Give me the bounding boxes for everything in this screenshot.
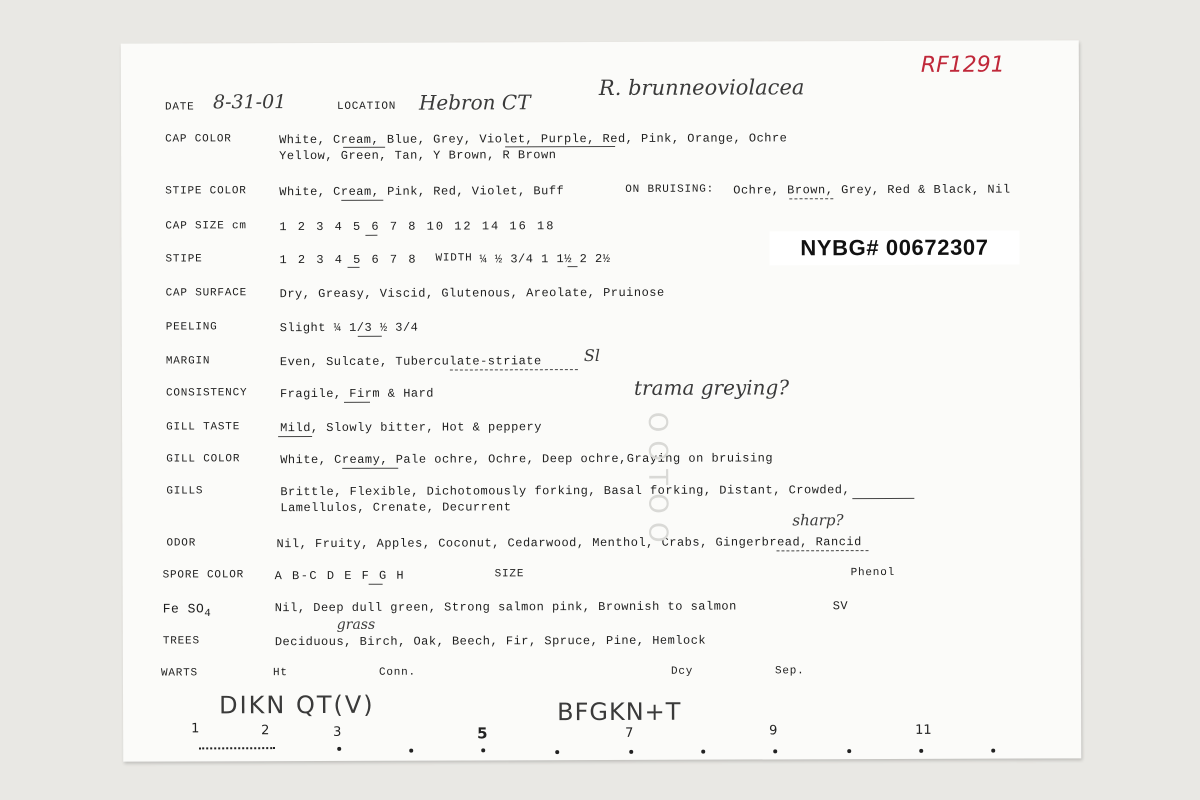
date-label: DATE bbox=[164, 101, 195, 114]
codes-left: DIKN QT(V) bbox=[219, 690, 375, 720]
trees-label: TREES bbox=[162, 635, 200, 648]
species-name: R. brunneoviolacea bbox=[598, 75, 805, 101]
underline-cap-6 bbox=[365, 235, 377, 236]
cap-size-label: CAP SIZE cm bbox=[165, 220, 247, 233]
gill-taste-label: GILL TASTE bbox=[166, 421, 241, 434]
warts-dcy: Dcy bbox=[670, 665, 694, 678]
scale-dot bbox=[847, 749, 851, 753]
underline-width-1 bbox=[568, 266, 578, 267]
scale-number-2: 2 bbox=[261, 723, 270, 739]
gills-values-2: Lamellulos, Crenate, Decurrent bbox=[280, 500, 512, 516]
stipe-color-values: White, Cream, Pink, Red, Violet, Buff bbox=[279, 184, 565, 200]
specimen-card bbox=[121, 40, 1082, 761]
scale-number-7: 7 bbox=[625, 725, 634, 741]
scale-dot bbox=[337, 747, 341, 751]
collection-number: RF1291 bbox=[920, 52, 1005, 78]
feso4-values: Nil, Deep dull green, Strong salmon pink, Brownish to salmon bbox=[274, 599, 737, 616]
grass-note: grass bbox=[336, 616, 376, 633]
underline-firm bbox=[344, 402, 370, 403]
width-values: ¼ ½ 3/4 1 1½ 2 2½ bbox=[479, 251, 611, 267]
stipe-color-label: STIPE COLOR bbox=[165, 185, 247, 198]
trama-note: trama greying? bbox=[633, 375, 790, 400]
location-value: Hebron CT bbox=[418, 90, 531, 115]
width-label: WIDTH bbox=[435, 252, 473, 265]
margin-values: Even, Sulcate, Tuberculate-striate bbox=[279, 354, 542, 370]
cap-color-values: White, Cream, Blue, Grey, Violet, Purple, Red, Pink, Orange, Ochre bbox=[279, 131, 788, 148]
warts-sep: Sep. bbox=[774, 665, 805, 678]
stipe-label: STIPE bbox=[165, 253, 203, 266]
peeling-values: Slight ¼ 1/3 ½ 3/4 bbox=[279, 320, 419, 336]
location-label: LOCATION bbox=[336, 100, 397, 113]
cap-color-values-2: Yellow, Green, Tan, Y Brown, R Brown bbox=[279, 148, 557, 164]
codes-right: BFGKN+T bbox=[557, 697, 682, 727]
show-through-marks: O O T O O bbox=[642, 411, 673, 543]
gills-values: Brittle, Flexible, Dichotomously forking, Basal forking, Distant, Crowded, bbox=[280, 483, 851, 500]
consistency-label: CONSISTENCY bbox=[165, 387, 248, 400]
scale-number-9: 9 bbox=[769, 723, 778, 739]
scale-dot bbox=[773, 749, 777, 753]
scale-dot bbox=[991, 749, 995, 753]
gill-color-label: GILL COLOR bbox=[166, 453, 241, 466]
margin-label: MARGIN bbox=[165, 355, 211, 368]
spore-color-label: SPORE COLOR bbox=[162, 569, 245, 582]
bruising-values: Ochre, Brown, Grey, Red & Black, Nil bbox=[733, 182, 1011, 198]
scale-number-3: 3 bbox=[333, 724, 342, 740]
underline-stipe-5 bbox=[348, 267, 360, 268]
consistency-values: Fragile, Firm & Hard bbox=[279, 386, 435, 402]
trees-values: Deciduous, Birch, Oak, Beech, Fir, Spruce, Pine, Hemlock bbox=[274, 633, 707, 650]
warts-ht: Ht bbox=[272, 667, 288, 680]
nybg-catalog-label: NYBG# 00672307 bbox=[769, 231, 1019, 266]
scale-number-5: 5 bbox=[477, 724, 488, 743]
scale-dot bbox=[701, 750, 705, 754]
scale-dot bbox=[919, 749, 923, 753]
underline-creamy bbox=[342, 468, 398, 469]
feso4-label bbox=[163, 601, 212, 620]
underline-peeling bbox=[358, 336, 382, 337]
odor-values: Nil, Fruity, Apples, Coconut, Cedarwood, Menthol, Crabs, Gingerbread, Rancid bbox=[276, 535, 862, 552]
feso4-label-text: Fe SO bbox=[162, 601, 205, 617]
cap-surface-values: Dry, Greasy, Viscid, Glutenous, Areolate, Pruinose bbox=[279, 285, 665, 302]
scale-dot bbox=[481, 748, 485, 752]
peeling-label: PEELING bbox=[165, 321, 218, 334]
feso4-sv: SV bbox=[832, 599, 849, 614]
warts-label: WARTS bbox=[160, 667, 198, 680]
odor-label: ODOR bbox=[166, 537, 197, 550]
underline-violet-purple bbox=[505, 146, 615, 147]
scale-dot bbox=[555, 750, 559, 754]
gill-taste-values: Mild, Slowly bitter, Hot & peppery bbox=[280, 420, 542, 436]
margin-note: Sl bbox=[583, 346, 600, 366]
spore-color-values: A B-C D E F G H bbox=[274, 568, 406, 584]
underline-tuberculate bbox=[450, 369, 578, 370]
underline-mild bbox=[278, 436, 312, 437]
cap-size-values: 1 2 3 4 5 6 7 8 10 12 14 16 18 bbox=[279, 219, 556, 235]
underline-brown bbox=[789, 198, 833, 199]
underline-gingerbread bbox=[777, 550, 869, 551]
underline-crowded bbox=[852, 498, 914, 499]
underline-stipe-cream bbox=[341, 200, 383, 201]
cap-color-label: CAP COLOR bbox=[165, 133, 232, 146]
scale-dot bbox=[629, 750, 633, 754]
underline-spore-e bbox=[369, 584, 383, 585]
bruising-label: ON BRUISING: bbox=[625, 183, 715, 196]
date-value: 8-31-01 bbox=[212, 91, 287, 114]
sharp-note: sharp? bbox=[792, 511, 844, 530]
feso4-subscript: 4 bbox=[204, 607, 212, 620]
cap-surface-label: CAP SURFACE bbox=[165, 287, 248, 300]
phenol-label: Phenol bbox=[850, 566, 896, 580]
scale-number-11: 11 bbox=[915, 722, 932, 738]
scale-number-1: 1 bbox=[191, 721, 200, 737]
warts-conn: Conn. bbox=[378, 666, 416, 679]
scale-dotted-segment bbox=[199, 747, 275, 749]
underline-cream bbox=[343, 147, 385, 148]
gills-label: GILLS bbox=[166, 485, 204, 498]
gill-color-values: White, Creamy, Pale ochre, Ochre, Deep ochre,Graying on bruising bbox=[280, 451, 774, 468]
size-label: SIZE bbox=[494, 568, 525, 581]
scale-dot bbox=[409, 749, 413, 753]
stipe-values: 1 2 3 4 5 6 7 8 bbox=[279, 252, 418, 268]
